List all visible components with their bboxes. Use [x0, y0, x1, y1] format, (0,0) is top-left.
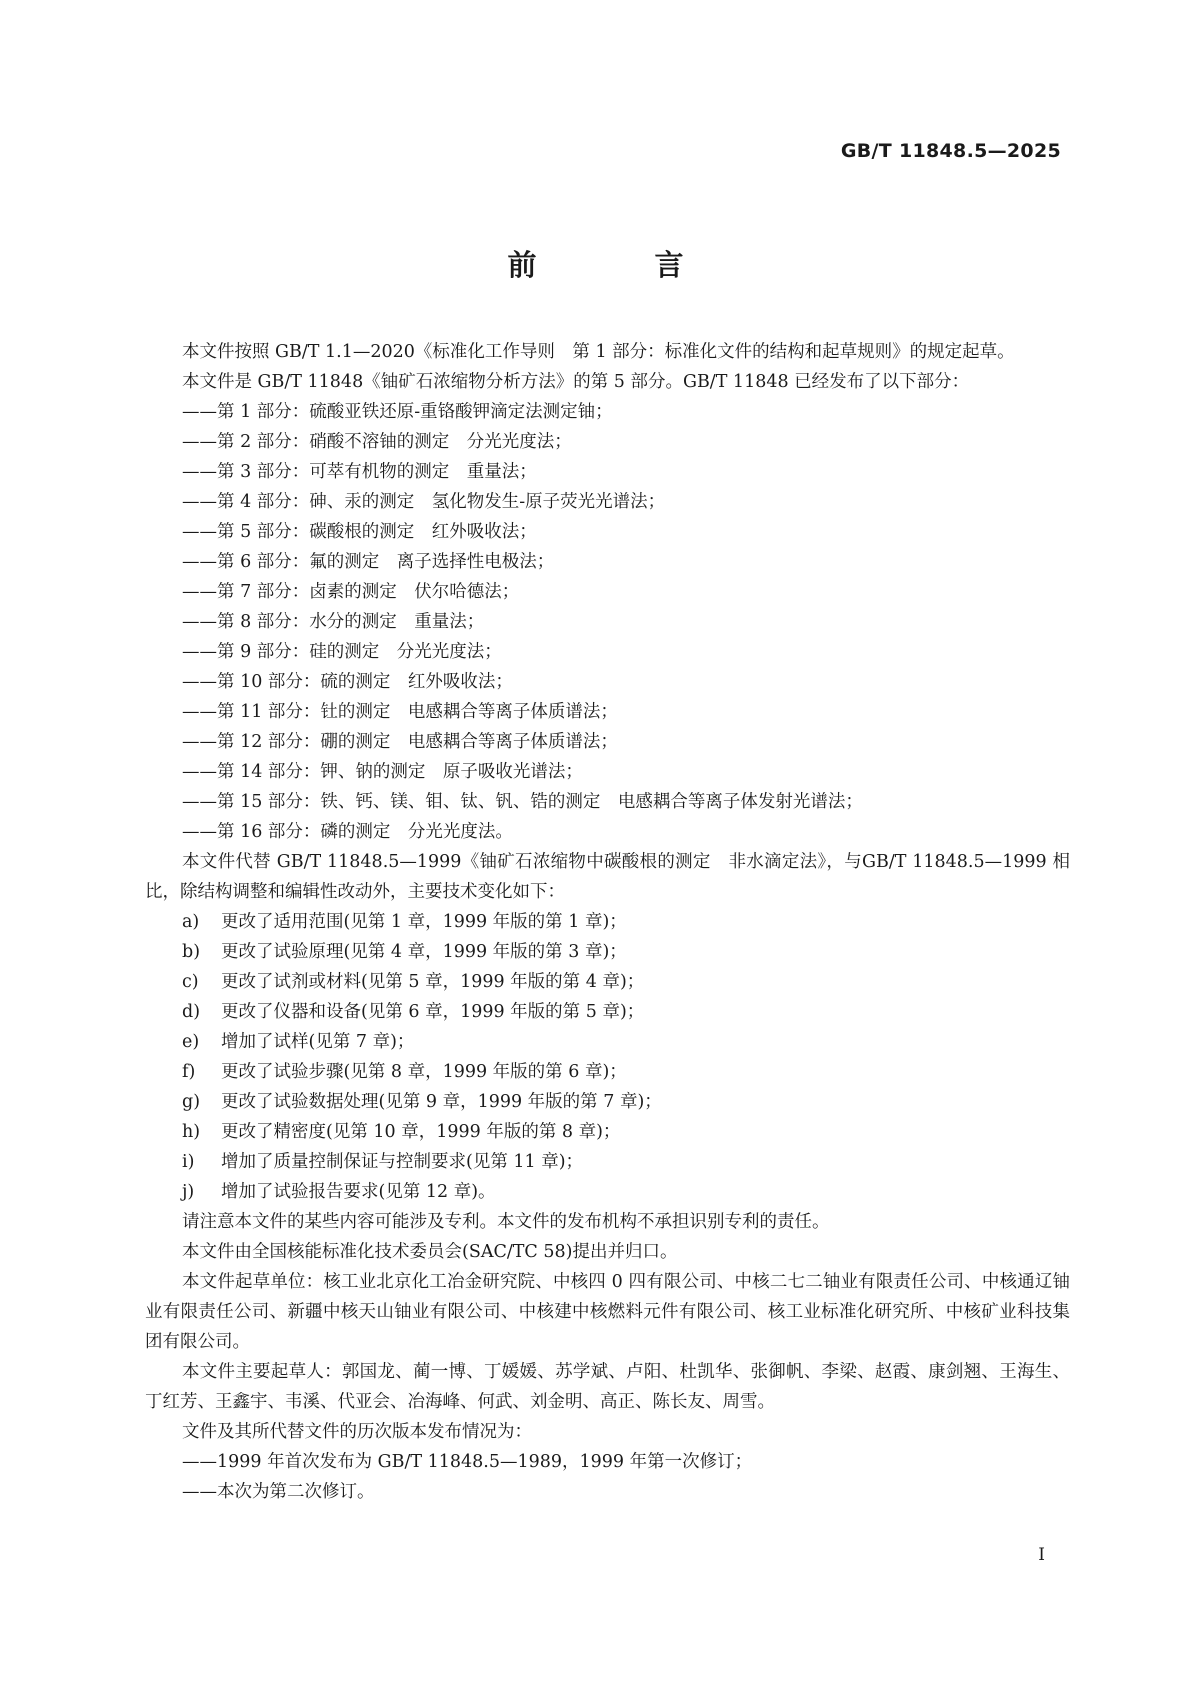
list-item: ——第 8 部分：水分的测定 重量法； — [182, 612, 485, 632]
standard-code: GB/T 11848.5—2025 — [840, 140, 1061, 162]
item-label: a) — [182, 912, 200, 932]
proposer-paragraph: 本文件由全国核能标准化技术委员会(SAC/TC 58)提出并归口。 — [182, 1242, 678, 1262]
list-item — [145, 1087, 1070, 1117]
list-item — [145, 1177, 1070, 1207]
item-label: j) — [182, 1182, 195, 1202]
item-text: 更改了精密度(见第 10 章，1999 年版的第 8 章)； — [221, 1122, 621, 1142]
item-text: 增加了试样(见第 7 章)； — [221, 1032, 415, 1052]
list-item — [145, 1117, 1070, 1147]
list-item: ——第 16 部分：磷的测定 分光光度法。 — [182, 822, 513, 842]
item-label: d) — [182, 1002, 201, 1022]
item-text: 更改了试验原理(见第 4 章，1999 年版的第 3 章)； — [221, 942, 627, 962]
page-number: I — [1038, 1545, 1045, 1565]
series-paragraph: 本文件是 GB/T 11848《铀矿石浓缩物分析方法》的第 5 部分。GB/T 11848 已经发布了以下部分： — [182, 372, 970, 392]
list-item: ——第 1 部分：硫酸亚铁还原-重铬酸钾滴定法测定铀； — [182, 402, 613, 422]
list-item: ——第 10 部分：硫的测定 红外吸收法； — [182, 672, 513, 692]
changes-list — [145, 907, 1070, 1207]
list-item: ——第 2 部分：硝酸不溶铀的测定 分光光度法； — [182, 432, 572, 452]
history-list — [145, 1447, 1070, 1507]
drafting-units-paragraph: 本文件起草单位：核工业北京化工冶金研究院、中核四 0 四有限公司、中核二七二铀业有限责任公司、中核通辽铀业有限责任公司、新疆中核天山铀业有限公司、中核建中核燃料元件有限公司、核工业标准化研究所、中核矿业科技集团有限公司。 — [145, 1272, 1070, 1352]
page-title: 前 言 — [507, 248, 738, 282]
item-label: g) — [182, 1092, 201, 1112]
list-item: ——第 6 部分：氟的测定 离子选择性电极法； — [182, 552, 555, 572]
list-item: ——第 11 部分：钍的测定 电感耦合等离子体质谱法； — [182, 702, 618, 722]
item-label: i) — [182, 1152, 195, 1172]
item-label: e) — [182, 1032, 200, 1052]
intro-paragraph: 本文件按照 GB/T 1.1—2020《标准化工作导则 第 1 部分：标准化文件的结构和起草规则》的规定起草。 — [182, 342, 1015, 362]
list-item: ——第 5 部分：碳酸根的测定 红外吸收法； — [182, 522, 537, 542]
item-text: 增加了试验报告要求(见第 12 章)。 — [221, 1182, 496, 1202]
item-label: f) — [182, 1062, 196, 1082]
list-item: ——第 4 部分：砷、汞的测定 氢化物发生-原子荧光光谱法； — [182, 492, 666, 512]
list-item: ——第 3 部分：可萃有机物的测定 重量法； — [182, 462, 537, 482]
history-intro: 文件及其所代替文件的历次版本发布情况为： — [182, 1422, 532, 1442]
item-label: h) — [182, 1122, 201, 1142]
list-item: ——本次为第二次修订。 — [182, 1482, 375, 1502]
list-item — [145, 967, 1070, 997]
parts-list — [145, 397, 1070, 847]
item-text: 更改了试剂或材料(见第 5 章，1999 年版的第 4 章)； — [221, 972, 645, 992]
document-body — [145, 337, 1070, 1507]
replacement-paragraph: 本文件代替 GB/T 11848.5—1999《铀矿石浓缩物中碳酸根的测定 非水滴定法》，与GB/T 11848.5—1999 相比，除结构调整和编辑性改动外，主要技术变化如下： — [145, 852, 1070, 902]
list-item: ——第 14 部分：钾、钠的测定 原子吸收光谱法； — [182, 762, 583, 782]
item-label: c) — [182, 972, 199, 992]
list-item: ——第 9 部分：硅的测定 分光光度法； — [182, 642, 502, 662]
list-item: ——第 7 部分：卤素的测定 伏尔哈德法； — [182, 582, 520, 602]
drafters-paragraph: 本文件主要起草人：郭国龙、蔺一博、丁媛媛、苏学斌、卢阳、杜凯华、张御帆、李梁、赵霞、康剑翘、王海生、丁红芳、王鑫宇、韦溪、代亚会、冶海峰、何武、刘金明、高正、陈长友、周雪。 — [145, 1362, 1070, 1412]
item-text: 更改了适用范围(见第 1 章，1999 年版的第 1 章)； — [221, 912, 627, 932]
item-text: 更改了试验数据处理(见第 9 章，1999 年版的第 7 章)； — [221, 1092, 662, 1112]
item-text: 增加了质量控制保证与控制要求(见第 11 章)； — [221, 1152, 584, 1172]
item-text: 更改了试验步骤(见第 8 章，1999 年版的第 6 章)； — [221, 1062, 627, 1082]
list-item — [145, 937, 1070, 967]
item-label: b) — [182, 942, 201, 962]
list-item: ——1999 年首次发布为 GB/T 11848.5—1989，1999 年第一次修订； — [182, 1452, 753, 1472]
list-item: ——第 15 部分：铁、钙、镁、钼、钛、钒、锆的测定 电感耦合等离子体发射光谱法； — [182, 792, 863, 812]
list-item — [145, 1147, 1070, 1177]
list-item: ——第 12 部分：硼的测定 电感耦合等离子体质谱法； — [182, 732, 618, 752]
list-item — [145, 1057, 1070, 1087]
list-item — [145, 1027, 1070, 1057]
list-item — [145, 997, 1070, 1027]
item-text: 更改了仪器和设备(见第 6 章，1999 年版的第 5 章)； — [221, 1002, 645, 1022]
list-item — [145, 907, 1070, 937]
patent-note: 请注意本文件的某些内容可能涉及专利。本文件的发布机构不承担识别专利的责任。 — [182, 1212, 830, 1232]
